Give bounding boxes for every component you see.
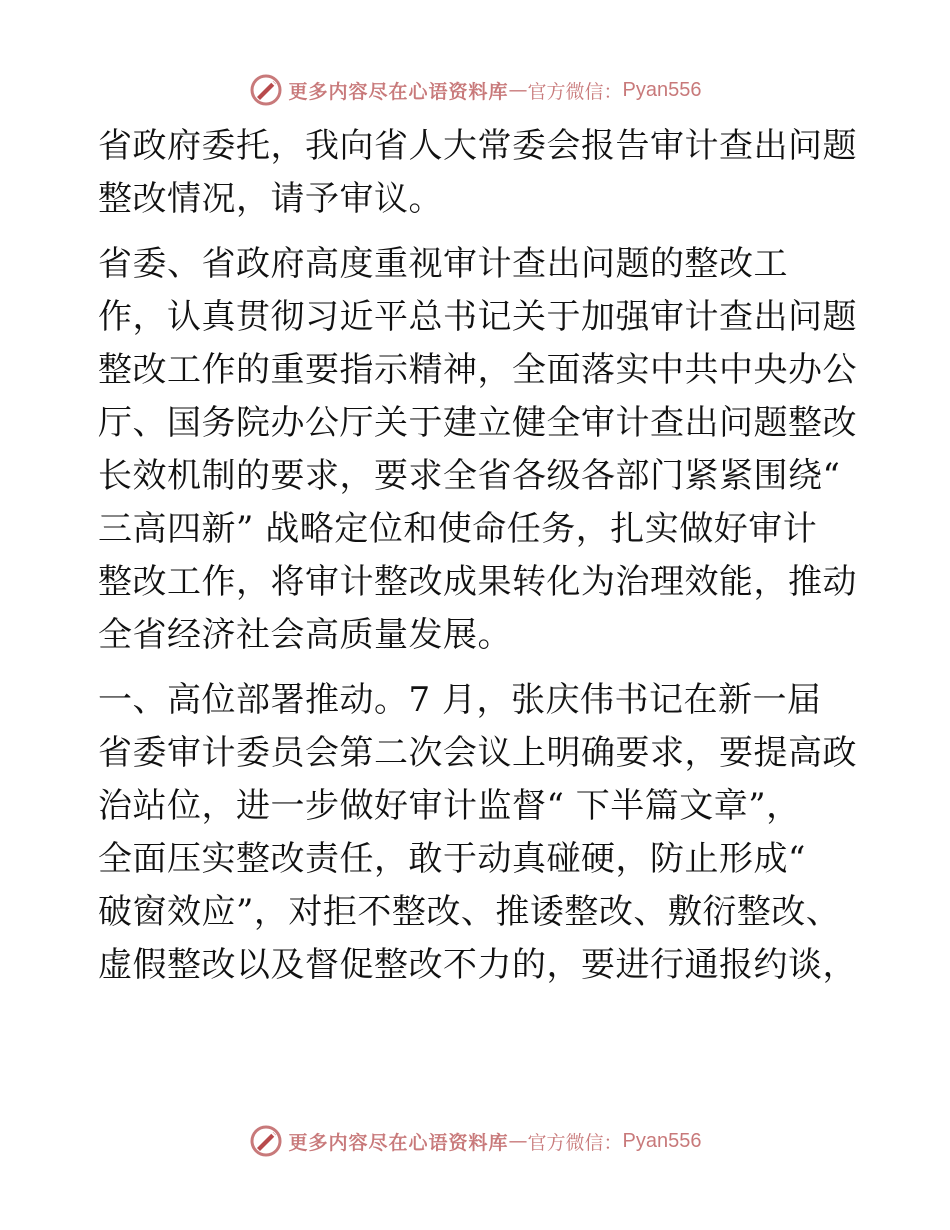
banner-wechat-label: 官方微信：	[527, 1131, 623, 1154]
text-line: 长效机制的要求，要求全省各级各部门紧紧围绕“	[98, 456, 841, 496]
text-line: 省委审计委员会第二次会议上明确要求，要提高政	[98, 733, 857, 773]
banner-wechat-id: Pyan556	[622, 78, 702, 101]
text-line: 全面压实整改责任，敢于动真碰硬，防止形成“	[98, 839, 806, 879]
banner-dash: —	[508, 79, 528, 101]
text-line: 整改情况，请予审议。	[98, 179, 443, 219]
text-line: 省委、省政府高度重视审计查出问题的整改工	[98, 244, 788, 284]
banner-dash: —	[508, 1130, 528, 1152]
text-line: 治站位，进一步做好审计监督“ 下半篇文章”，	[98, 786, 801, 826]
paragraph	[98, 238, 858, 662]
brand-logo-icon	[249, 1124, 283, 1158]
text-line: 省政府委托，我向省人大常委会报告审计查出问题	[98, 126, 857, 166]
banner-wechat-id: Pyan556	[622, 1129, 702, 1152]
text-line: 全省经济社会高质量发展。	[98, 615, 512, 655]
banner-main-text: 更多内容尽在心语资料库	[288, 80, 509, 103]
paragraph	[98, 674, 858, 992]
document-body	[98, 120, 858, 1004]
text-line: 虚假整改以及督促整改不力的，要进行通报约谈，	[98, 945, 857, 985]
text-line: 厅、国务院办公厅关于建立健全审计查出问题整改	[98, 403, 857, 443]
banner-main-text: 更多内容尽在心语资料库	[288, 1131, 509, 1154]
text-line: 作，认真贯彻习近平总书记关于加强审计查出问题	[98, 297, 857, 337]
text-line: 三高四新” 战略定位和使命任务，扎实做好审计	[98, 509, 818, 549]
brand-logo-icon	[249, 73, 283, 107]
banner-wechat-label: 官方微信：	[527, 80, 623, 103]
text-line: 破窗效应”，对拒不整改、推诿整改、敷衍整改、	[98, 892, 841, 932]
paragraph	[98, 120, 858, 226]
footer-banner	[0, 1121, 950, 1161]
text-line: 整改工作的重要指示精神，全面落实中共中央办公	[98, 350, 857, 390]
text-line: 一、高位部署推动。7 月，张庆伟书记在新一届	[98, 680, 822, 720]
header-banner	[0, 70, 950, 110]
text-line: 整改工作，将审计整改成果转化为治理效能，推动	[98, 562, 857, 602]
